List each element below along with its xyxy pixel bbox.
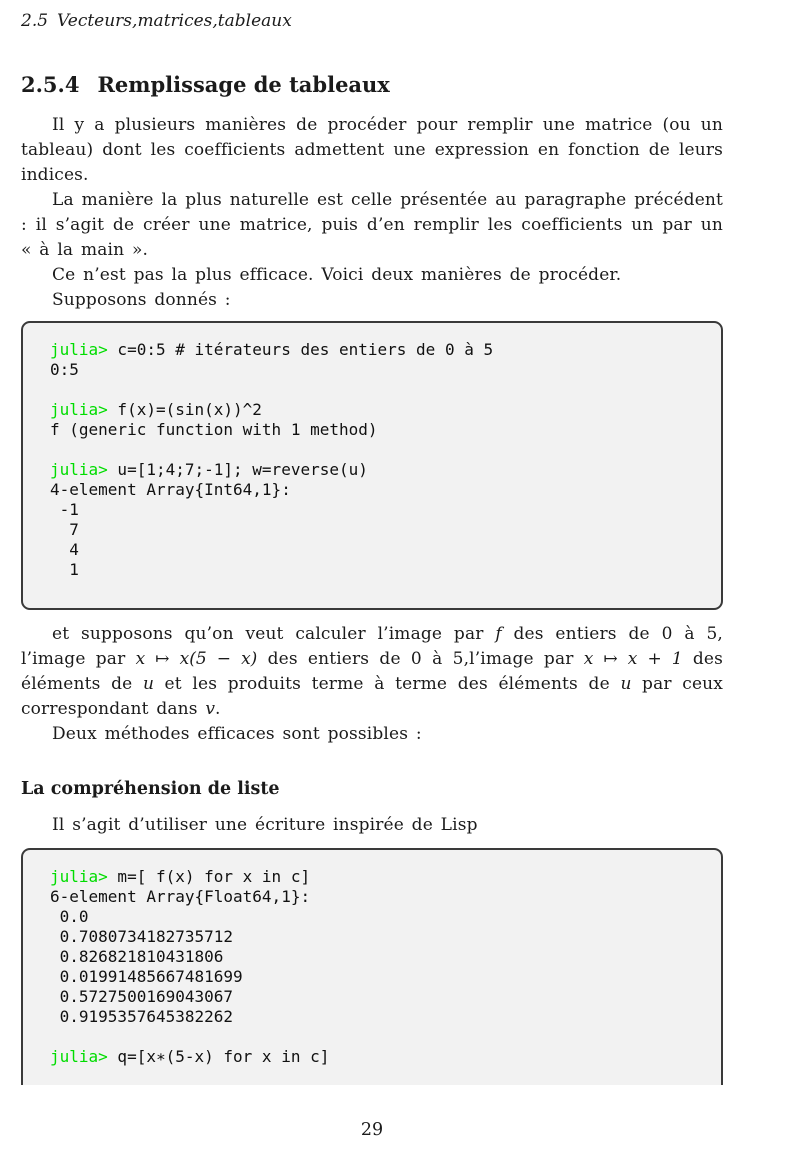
text-segment: des entiers de 0 à 5,l’image par	[257, 649, 584, 669]
code-line: 0.9195357645382262	[50, 1007, 234, 1026]
paragraph-images	[21, 622, 723, 722]
code-block-setup	[21, 321, 723, 610]
julia-prompt: julia>	[50, 460, 108, 479]
code-line: julia> u=[1;4;7;-1]; w=reverse(u)	[50, 460, 368, 479]
text-segment: .	[215, 699, 221, 719]
paragraph-lisp: Il s’agit d’utiliser une écriture inspirée de Lisp	[52, 815, 478, 835]
code-line: 4	[50, 540, 79, 559]
math-expression: f	[495, 624, 502, 644]
running-head-section-number: 2.5	[21, 11, 49, 31]
code-line: julia> c=0:5 # itérateurs des entiers de 0 à 5	[50, 340, 494, 359]
julia-prompt: julia>	[50, 400, 108, 419]
math-expression: u	[142, 674, 154, 694]
text-segment: par ceux correspondant dans	[21, 674, 723, 719]
section-title: Remplissage de tableaux	[97, 72, 390, 97]
code-line: 7	[50, 520, 79, 539]
code-line: julia> f(x)=(sin(x))^2	[50, 400, 262, 419]
code-line: 6-element Array{Float64,1}:	[50, 887, 311, 906]
code-line	[50, 1027, 711, 1047]
paragraph-two-methods: Deux méthodes efficaces sont possibles :	[52, 724, 422, 744]
code-line: 0:5	[50, 360, 79, 379]
code-line: julia> m=[ f(x) for x in c]	[50, 867, 311, 886]
code-line	[50, 380, 711, 400]
math-expression: u	[620, 674, 632, 694]
text-segment: et supposons qu’on veut calculer l’image par	[52, 624, 496, 644]
text-segment: et les produits terme à terme des éléments de	[153, 674, 621, 694]
paragraph-natural-way: La manière la plus naturelle est celle présentée au paragraphe précédent : il s’agit de créer une matrice, puis d’en remplir les coefficients un par un « à la main ».	[21, 190, 723, 260]
math-expression: x ↦ x(5 − x)	[135, 649, 258, 669]
paragraph-suppose-given: Supposons donnés :	[52, 290, 231, 310]
code-line: f (generic function with 1 method)	[50, 420, 378, 439]
code-line: 0.0	[50, 907, 89, 926]
code-line: 0.7080734182735712	[50, 927, 234, 946]
section-number: 2.5.4	[21, 72, 80, 97]
running-head-title: Vecteurs,matrices,tableaux	[57, 11, 292, 31]
page-number: 29	[360, 1120, 384, 1140]
code-line: 0.826821810431806	[50, 947, 224, 966]
paragraph-intro: Il y a plusieurs manières de procéder pour remplir une matrice (ou un tableau) dont les coefficients admettent une expression en fonction de leurs indices.	[21, 115, 723, 185]
text-segment: des éléments de	[21, 649, 723, 694]
running-head	[21, 10, 723, 32]
code-line: -1	[50, 500, 79, 519]
text-segment: des entiers de 0 à 5, l’image par	[21, 624, 723, 669]
section-heading	[21, 72, 723, 98]
code-line: 4-element Array{Int64,1}:	[50, 480, 291, 499]
code-line: 0.5727500169043067	[50, 987, 234, 1006]
paragraph-not-efficient: Ce n’est pas la plus efficace. Voici deux manières de procéder.	[52, 265, 622, 285]
code-line: 1	[50, 560, 79, 579]
julia-prompt: julia>	[50, 867, 108, 886]
subheading-list-comprehension: La compréhension de liste	[21, 779, 280, 799]
math-expression: x ↦ x + 1	[583, 649, 683, 669]
julia-prompt: julia>	[50, 340, 108, 359]
code-line: julia> q=[x∗(5-x) for x in c]	[50, 1047, 330, 1066]
code-line	[50, 440, 711, 460]
code-line: 0.01991485667481699	[50, 967, 243, 986]
julia-prompt: julia>	[50, 1047, 108, 1066]
math-expression: v	[205, 699, 216, 719]
code-block-comprehension	[21, 848, 723, 1085]
